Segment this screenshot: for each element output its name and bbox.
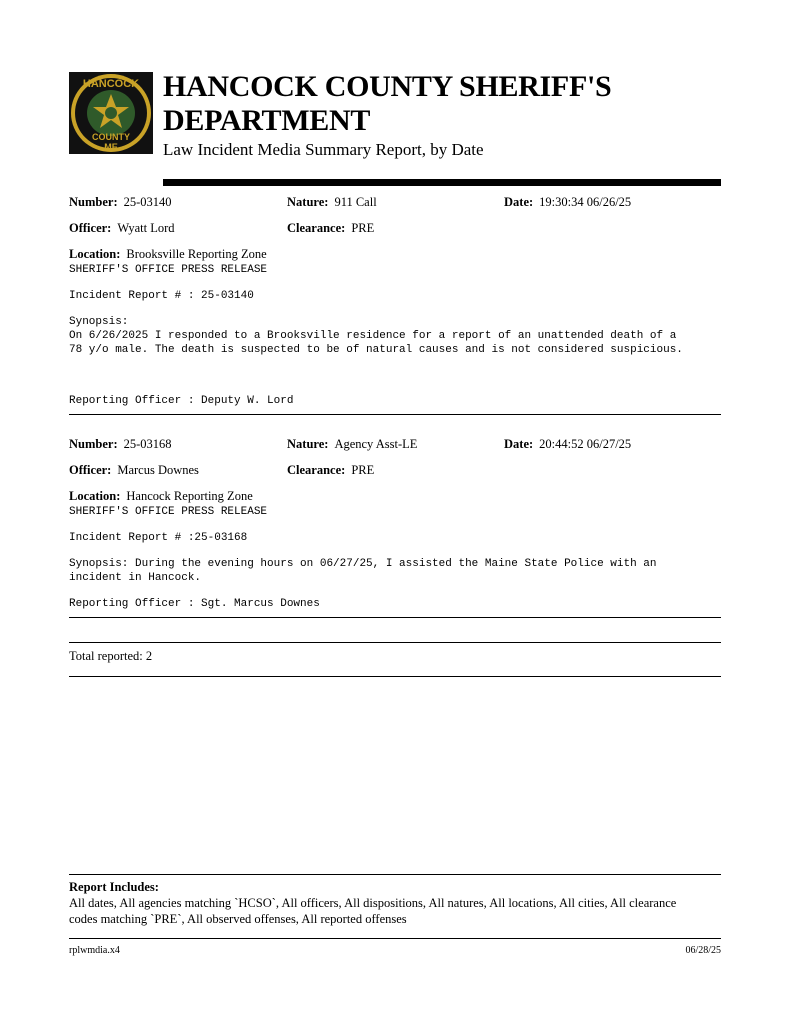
nature-label: Nature: xyxy=(287,437,329,451)
number-label: Number: xyxy=(69,195,118,209)
synopsis-line: incident in Hancock. xyxy=(69,572,202,584)
clearance-label: Clearance: xyxy=(287,221,346,235)
location-label: Location: xyxy=(69,247,121,261)
incident-date xyxy=(504,194,631,210)
nature-label: Nature: xyxy=(287,195,329,209)
incident-report-number: Incident Report # :25-03168 xyxy=(69,532,248,544)
nature-value: 911 Call xyxy=(334,195,377,209)
officer-value: Wyatt Lord xyxy=(117,221,175,235)
footer-divider xyxy=(69,938,721,939)
incident-officer xyxy=(69,462,199,478)
incident-divider xyxy=(69,617,721,618)
incident-clearance xyxy=(287,462,374,478)
incident-date xyxy=(504,436,631,452)
press-release-heading: SHERIFF'S OFFICE PRESS RELEASE xyxy=(69,506,268,518)
header-divider xyxy=(163,179,721,186)
reporting-officer: Reporting Officer : Sgt. Marcus Downes xyxy=(69,598,320,610)
reporting-officer: Reporting Officer : Deputy W. Lord xyxy=(69,395,294,407)
incident-officer xyxy=(69,220,175,236)
press-release-heading: SHERIFF'S OFFICE PRESS RELEASE xyxy=(69,264,268,276)
badge-text-mid: COUNTY xyxy=(92,132,130,142)
page-title-line2: DEPARTMENT xyxy=(163,104,371,137)
synopsis-line: On 6/26/2025 I responded to a Brooksville residence for a report of an unattended death of a xyxy=(69,330,677,342)
number-label: Number: xyxy=(69,437,118,451)
date-value: 20:44:52 06/27/25 xyxy=(539,437,632,451)
report-includes-label: Report Includes: xyxy=(69,880,159,894)
location-value: Hancock Reporting Zone xyxy=(126,489,253,503)
officer-label: Officer: xyxy=(69,463,112,477)
officer-label: Officer: xyxy=(69,221,112,235)
clearance-label: Clearance: xyxy=(287,463,346,477)
badge-text-top: HANCOCK xyxy=(82,78,140,90)
report-includes-line: codes matching `PRE`, All observed offenses, All reported offenses xyxy=(69,912,407,926)
report-includes-line: All dates, All agencies matching `HCSO`, All officers, All dispositions, All natures, All locations, All cities, All clearance xyxy=(69,896,677,910)
total-reported: Total reported: 2 xyxy=(69,649,153,663)
date-label: Date: xyxy=(504,437,534,451)
incident-clearance xyxy=(287,220,374,236)
officer-value: Marcus Downes xyxy=(117,463,199,477)
page-title-line1: HANCOCK COUNTY SHERIFF'S xyxy=(163,70,612,103)
incident-nature xyxy=(287,436,417,452)
incident-report-number: Incident Report # : 25-03140 xyxy=(69,290,254,302)
synopsis-line: Synopsis: During the evening hours on 06/27/25, I assisted the Maine State Police with an xyxy=(69,558,657,570)
badge-text-bottom: ME xyxy=(104,142,118,152)
synopsis-label: Synopsis: xyxy=(69,316,129,328)
incident-location xyxy=(69,488,253,504)
location-label: Location: xyxy=(69,489,121,503)
number-value: 25-03140 xyxy=(123,195,172,209)
clearance-value: PRE xyxy=(351,221,375,235)
sheriff-badge-logo xyxy=(69,72,153,154)
nature-value: Agency Asst-LE xyxy=(334,437,418,451)
number-value: 25-03168 xyxy=(123,437,172,451)
synopsis-line: 78 y/o male. The death is suspected to be of natural causes and is not considered suspicious. xyxy=(69,344,683,356)
incident-number xyxy=(69,436,172,452)
location-value: Brooksville Reporting Zone xyxy=(126,247,267,261)
footer-report-id: rplwmdia.x4 xyxy=(69,945,120,956)
report-subtitle: Law Incident Media Summary Report, by Date xyxy=(163,140,484,159)
date-value: 19:30:34 06/26/25 xyxy=(539,195,632,209)
incident-nature xyxy=(287,194,377,210)
incident-location xyxy=(69,246,267,262)
incident-number xyxy=(69,194,172,210)
incident-divider xyxy=(69,414,721,415)
totals-divider-top xyxy=(69,642,721,643)
report-includes-divider xyxy=(69,874,721,875)
date-label: Date: xyxy=(504,195,534,209)
totals-divider-bottom xyxy=(69,676,721,677)
footer-print-date: 06/28/25 xyxy=(685,945,721,956)
clearance-value: PRE xyxy=(351,463,375,477)
